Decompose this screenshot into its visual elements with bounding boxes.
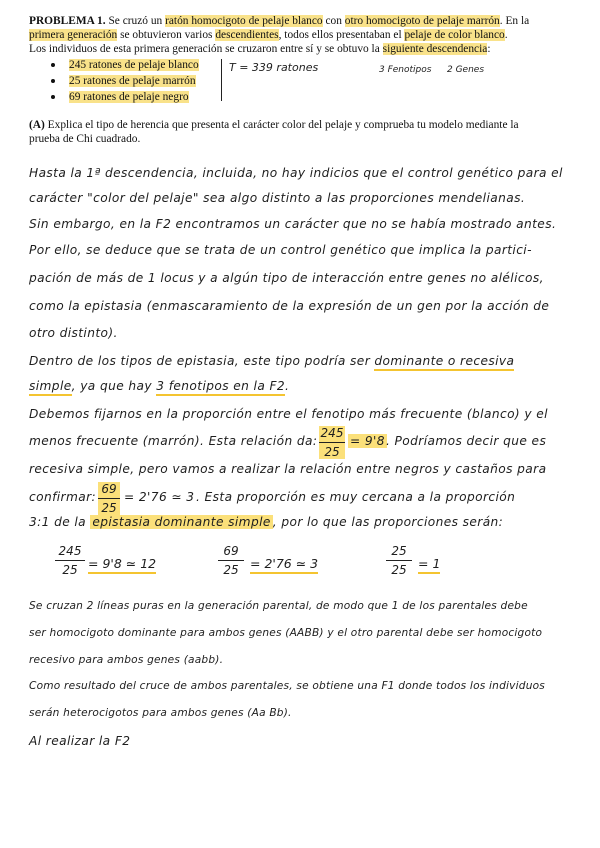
ratio-result-2: = 2'76 ≃ 3 [250, 556, 318, 574]
answer-line-20: Al realizar la F2 [29, 734, 131, 748]
fraction-black-brown: 69 25 [98, 482, 120, 515]
answer-line-2: carácter "color del pelaje" sea algo distinto a las proporciones mendelianas. [29, 191, 526, 205]
brace-mark [221, 59, 225, 101]
answer-line-11: menos frecuente (marrón). Esta relación da: [29, 434, 318, 448]
answer-line-16: ser homocigoto dominante para ambos genes (AABB) y el otro parental debe ser homocigoto [29, 627, 543, 639]
list-item: 69 ratones de pelaje negro [29, 89, 579, 105]
answer-line-15: Se cruzan 2 líneas puras en la generación parental, de modo que 1 de los parentales debe [29, 600, 528, 612]
gene-note: 2 Genes [447, 65, 485, 75]
answer-line-18: Como resultado del cruce de ambos parentales, se obtiene una F1 donde todos los individuos [29, 680, 546, 692]
answer-line-4: Por ello, se deduce que se trata de un control genético que implica la partici- [29, 243, 532, 257]
answer-line-13-end: . Esta proporción es muy cercana a la proporción [196, 490, 516, 504]
answer-line-12: recesiva simple, pero vamos a realizar la relación entre negros y castaños para [29, 462, 547, 476]
answer-line-13: confirmar: [29, 490, 97, 504]
answer-line-17: recesivo para ambos genes (aabb). [29, 654, 224, 666]
answer-line-7: otro distinto). [29, 326, 118, 340]
answer-line-14: 3:1 de la epistasia dominante simple , por lo que las proporciones serán: [29, 515, 504, 529]
phenotype-note: 3 Fenotipos [379, 65, 432, 75]
ratio-result-1: = 9'8 ≃ 12 [88, 556, 156, 574]
answer-line-9: simple, ya que hay 3 fenotipos en la F2. [29, 379, 289, 393]
answer-line-3: Sin embargo, en la F2 encontramos un carácter que no se había mostrado antes. [29, 217, 557, 231]
fraction-white-brown-result: = 9'8 [350, 434, 385, 448]
problem-title: PROBLEMA 1 [29, 15, 103, 27]
fraction-white-brown: 245 25 [320, 426, 344, 459]
fraction-black-brown-result: = 2'76 ≃ 3 [124, 490, 195, 504]
question-a: (A) Explica el tipo de herencia que presenta el carácter color del pelaje y comprueba tu modelo mediante la prueba de Chi cuadrado. [29, 119, 519, 145]
answer-line-8: Dentro de los tipos de epistasia, este tipo podría ser dominante o recesiva [29, 354, 514, 368]
answer-line-6: como la epistasia (enmascaramiento de la expresión de un gen por la acción de [29, 299, 550, 313]
answer-line-1: Hasta la 1ª descendencia, incluida, no hay indicios que el control genético para el [29, 166, 563, 180]
ratio-fraction-2: 69 25 [218, 544, 244, 577]
list-item: 245 ratones de pelaje blanco [29, 57, 579, 73]
total-note: T = 339 ratones [229, 61, 319, 74]
ratio-fraction-3: 25 25 [386, 544, 412, 577]
answer-line-5: pación de más de 1 locus y a algún tipo de interacción entre genes no alélicos, [29, 271, 544, 285]
answer-line-11-end: . Podríamos decir que es [386, 434, 547, 448]
offspring-list [29, 57, 579, 105]
ratio-fraction-1: 245 25 [55, 544, 85, 577]
problem-statement: PROBLEMA 1. Se cruzó un ratón homocigoto de pelaje blanco con otro homocigoto de pelaje marrón. En la primera generación se obtuvieron varios descendientes, todos ellos presentaban el pelaje de color blanco. Los individuos de esta primera generación se cruzaron entre sí y se obtuvo la siguiente descendencia: 245 ratones de pelaje blanco 25 ratones de pelaje marrón 69 ratones de pelaje negro T = 339 ratones 3 Fenotipos 2 Genes [29, 14, 579, 105]
answer-line-19: serán heterocigotos para ambos genes (Aa Bb). [29, 707, 292, 719]
ratio-result-3: = 1 [418, 556, 440, 574]
list-item: 25 ratones de pelaje marrón [29, 73, 579, 89]
answer-line-10: Debemos fijarnos en la proporción entre el fenotipo más frecuente (blanco) y el [29, 407, 548, 421]
